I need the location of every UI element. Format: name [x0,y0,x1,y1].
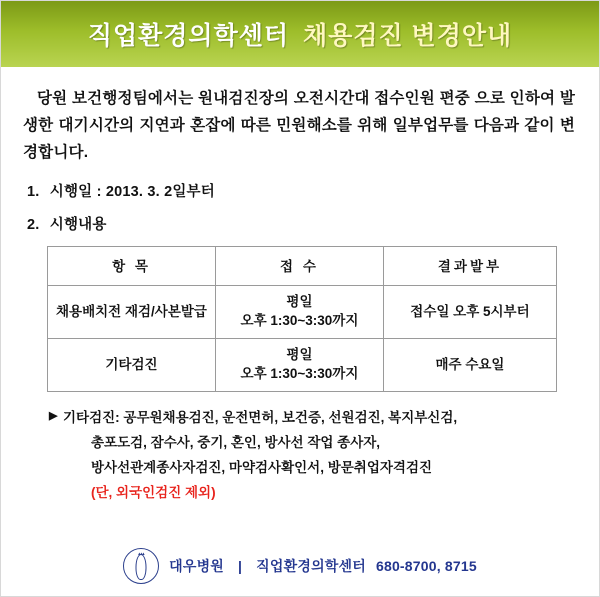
intro-line-1: 당원 보건행정팀에서는 원내검진장의 오전시간대 접수인원 편중 [37,90,470,107]
footer-hospital-name: 대우병원 [169,558,225,574]
banner-title-left: 직업환경의학센터 [87,22,290,50]
triangle-bullet-icon: ▶ [49,409,58,422]
list-item-number: 2. [27,217,40,234]
reception-line-1: 평일 [286,347,313,363]
table-row [48,286,557,339]
note-block [49,406,573,506]
logo-mark: ▴▴▴ [138,551,145,557]
note-lines [63,406,573,506]
list-item-label: 시행내용 [49,217,107,234]
body-section [1,170,599,505]
schedule-table [47,246,557,392]
note-line-1: 기타검진: 공무원채용검진, 운전면허, 보건증, 선원검진, 복지부신검, [63,409,458,425]
table-cell-item: 채용배치전 재검/사본발급 [48,286,216,339]
table-cell-reception [215,339,383,392]
intro-line-2: 으로 인하여 발생한 대기시간의 지연과 혼잡에 따른 민원해소를 [23,90,575,135]
list-item-label: 시행일 : 2013. 3. 2일부터 [49,184,215,201]
hospital-logo-icon [123,548,159,584]
footer-center-name: 직업환경의학센터 [256,558,366,574]
note-exception: (단, 외국인검진 제외) [91,484,216,500]
reception-line-2: 오후 1:30~3:30까지 [240,313,359,329]
intro-paragraph [1,67,599,170]
table-cell-result: 접수일 오후 5시부터 [383,286,556,339]
note-row [49,406,573,506]
table-header-row [48,247,557,286]
table-cell-item: 기타검진 [48,339,216,392]
list-item [27,180,573,201]
table-cell-result: 매주 수요일 [383,339,556,392]
table-header-result: 결과발부 [383,247,556,286]
list-item [27,213,573,234]
footer-phone: 680-8700, 8715 [375,558,477,574]
footer [1,548,599,584]
banner-title-right: 채용검진 변경안내 [303,22,513,50]
table-header-reception: 접 수 [215,247,383,286]
note-line-2: 총포도검, 잠수사, 중기, 혼인, 방사선 작업 종사자, [91,434,381,450]
table-cell-reception [215,286,383,339]
reception-line-1: 평일 [286,294,313,310]
list-item-number: 1. [27,184,40,201]
note-line-3: 방사선관계종사자검진, 마약검사확인서, 방문취업자격검진 [91,459,433,475]
intro-line-3: 위해 일부업무를 다음과 같이 변경합니다. [23,117,576,162]
table-row [48,339,557,392]
reception-line-2: 오후 1:30~3:30까지 [240,366,359,382]
footer-separator: | [238,558,243,574]
table-header-item: 항 목 [48,247,216,286]
header-banner [1,1,599,67]
